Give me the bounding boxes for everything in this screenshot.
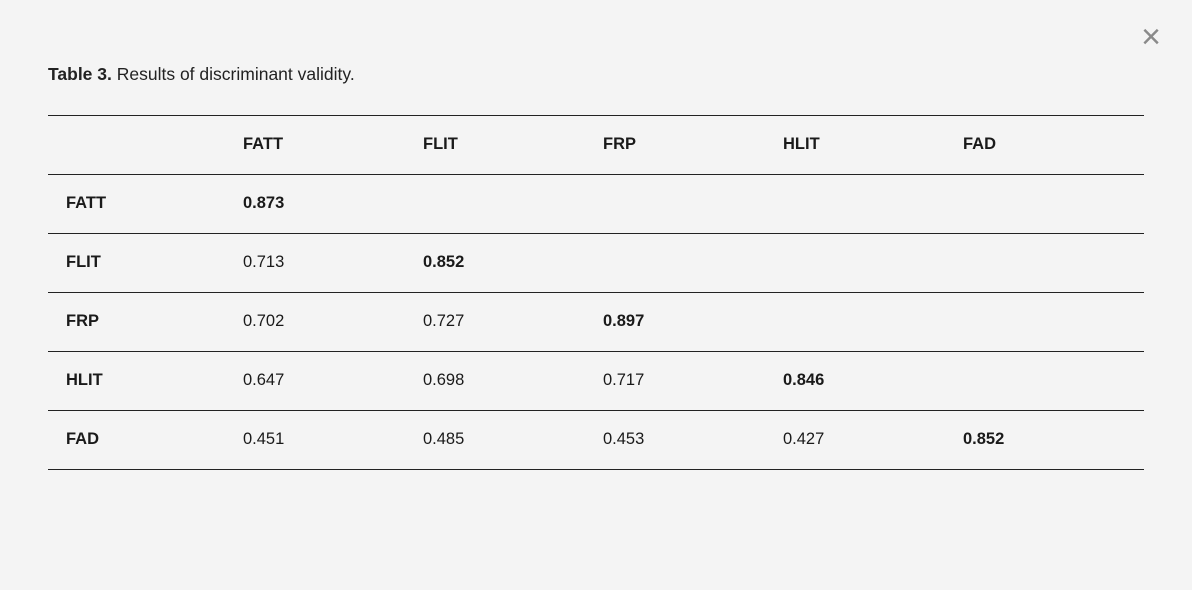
cell-flit-frp <box>603 233 783 292</box>
table-row <box>48 233 1144 292</box>
cell-flit-fatt: 0.713 <box>243 233 423 292</box>
cell-fatt-flit <box>423 174 603 233</box>
row-header-hlit: HLIT <box>48 351 243 410</box>
cell-fad-hlit: 0.427 <box>783 410 963 469</box>
close-icon[interactable]: × <box>1141 18 1161 56</box>
column-header-fatt: FATT <box>243 115 423 174</box>
cell-flit-flit: 0.852 <box>423 233 603 292</box>
table-row <box>48 410 1144 469</box>
cell-fad-frp: 0.453 <box>603 410 783 469</box>
cell-fatt-frp <box>603 174 783 233</box>
column-header-fad: FAD <box>963 115 1144 174</box>
cell-frp-fad <box>963 292 1144 351</box>
row-header-frp: FRP <box>48 292 243 351</box>
table-body <box>48 174 1144 469</box>
table-header <box>48 115 1144 174</box>
row-header-flit: FLIT <box>48 233 243 292</box>
cell-hlit-hlit: 0.846 <box>783 351 963 410</box>
cell-frp-frp: 0.897 <box>603 292 783 351</box>
cell-frp-flit: 0.727 <box>423 292 603 351</box>
table-caption <box>48 62 1144 87</box>
cell-frp-hlit <box>783 292 963 351</box>
table-row <box>48 174 1144 233</box>
row-header-fad: FAD <box>48 410 243 469</box>
cell-fad-fatt: 0.451 <box>243 410 423 469</box>
cell-flit-fad <box>963 233 1144 292</box>
cell-hlit-fad <box>963 351 1144 410</box>
table-caption-label: Table 3. <box>48 64 112 84</box>
cell-hlit-flit: 0.698 <box>423 351 603 410</box>
discriminant-validity-table <box>48 115 1144 470</box>
column-header-hlit: HLIT <box>783 115 963 174</box>
cell-hlit-fatt: 0.647 <box>243 351 423 410</box>
column-header-frp: FRP <box>603 115 783 174</box>
table-row <box>48 292 1144 351</box>
table-header-row <box>48 115 1144 174</box>
column-header-corner <box>48 115 243 174</box>
cell-fatt-fad <box>963 174 1144 233</box>
cell-fad-fad: 0.852 <box>963 410 1144 469</box>
cell-hlit-frp: 0.717 <box>603 351 783 410</box>
cell-frp-fatt: 0.702 <box>243 292 423 351</box>
row-header-fatt: FATT <box>48 174 243 233</box>
cell-fatt-fatt: 0.873 <box>243 174 423 233</box>
cell-fatt-hlit <box>783 174 963 233</box>
column-header-flit: FLIT <box>423 115 603 174</box>
table-row <box>48 351 1144 410</box>
cell-fad-flit: 0.485 <box>423 410 603 469</box>
table-content <box>48 62 1144 470</box>
table-caption-text: Results of discriminant validity. <box>111 64 355 84</box>
cell-flit-hlit <box>783 233 963 292</box>
